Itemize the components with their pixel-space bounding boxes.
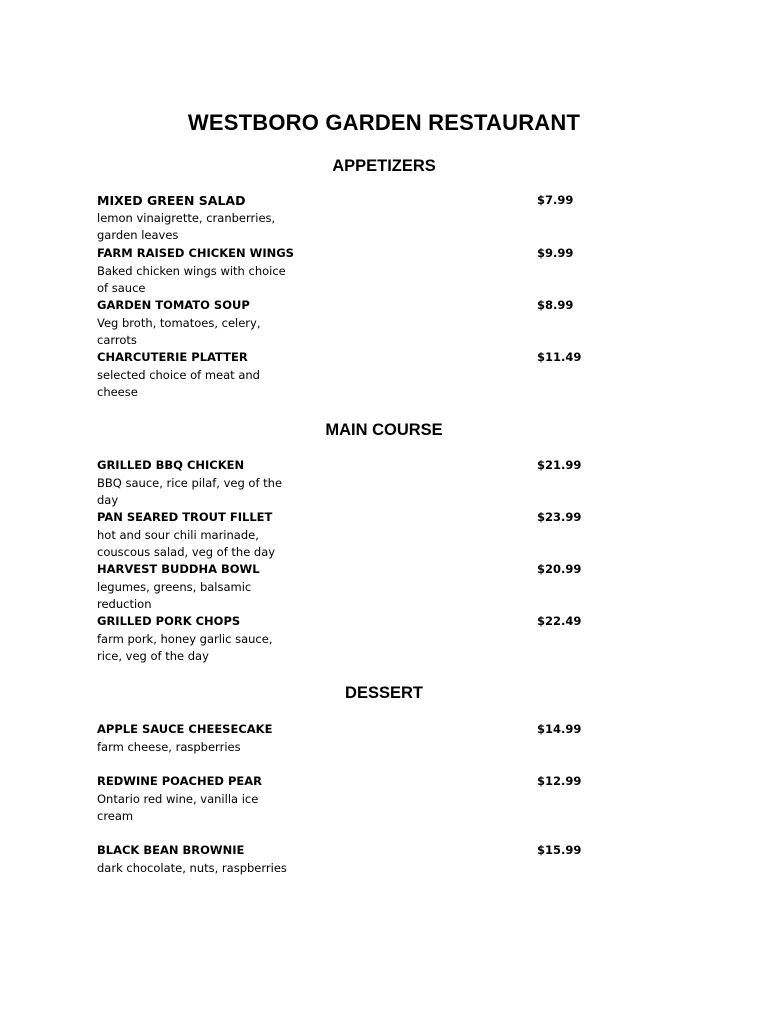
item-description: Veg broth, tomatoes, celery, carrots bbox=[97, 315, 261, 347]
item-name: GRILLED PORK CHOPS bbox=[97, 614, 241, 628]
item-name: MIXED GREEN SALAD bbox=[97, 193, 246, 208]
menu-item bbox=[97, 721, 597, 756]
menu-item bbox=[97, 192, 597, 245]
menu-item bbox=[97, 509, 597, 562]
item-name: BLACK BEAN BROWNIE bbox=[97, 843, 245, 857]
item-description: Baked chicken wings with choice of sauce bbox=[97, 263, 286, 295]
item-price: $14.99 bbox=[537, 722, 582, 736]
item-name: FARM RAISED CHICKEN WINGS bbox=[97, 246, 294, 260]
item-name: APPLE SAUCE CHEESECAKE bbox=[97, 722, 273, 736]
item-description: legumes, greens, balsamic reduction bbox=[97, 579, 252, 611]
item-description: hot and sour chili marinade, couscous salad, veg of the day bbox=[97, 527, 276, 559]
item-name: HARVEST BUDDHA BOWL bbox=[97, 562, 260, 576]
menu-item bbox=[97, 561, 597, 614]
item-price: $22.49 bbox=[537, 614, 582, 628]
item-price: $15.99 bbox=[537, 843, 582, 857]
restaurant-title: WESTBORO GARDEN RESTAURANT bbox=[187, 110, 581, 135]
menu-item bbox=[97, 842, 597, 877]
item-description: lemon vinaigrette, cranberries, garden leaves bbox=[97, 210, 276, 242]
item-description: selected choice of meat and cheese bbox=[97, 367, 260, 399]
item-name: REDWINE POACHED PEAR bbox=[97, 774, 263, 788]
menu-item bbox=[97, 349, 597, 402]
item-price: $9.99 bbox=[537, 246, 574, 260]
menu-item bbox=[97, 457, 597, 510]
menu-item bbox=[97, 613, 597, 666]
item-name: CHARCUTERIE PLATTER bbox=[97, 350, 248, 364]
item-description: BBQ sauce, rice pilaf, veg of the day bbox=[97, 475, 283, 507]
section-heading-dessert: DESSERT bbox=[345, 684, 423, 702]
item-price: $7.99 bbox=[537, 193, 574, 207]
section-heading-main-course: MAIN COURSE bbox=[325, 421, 443, 439]
section-heading-appetizers: APPETIZERS bbox=[332, 157, 436, 175]
item-price: $8.99 bbox=[537, 298, 574, 312]
item-description: dark chocolate, nuts, raspberries bbox=[97, 860, 287, 875]
menu-item bbox=[97, 297, 597, 350]
item-description: Ontario red wine, vanilla ice cream bbox=[97, 791, 259, 823]
item-name: PAN SEARED TROUT FILLET bbox=[97, 510, 273, 524]
menu-item bbox=[97, 245, 597, 298]
item-price: $12.99 bbox=[537, 774, 582, 788]
item-name: GARDEN TOMATO SOUP bbox=[97, 298, 250, 312]
item-name: GRILLED BBQ CHICKEN bbox=[97, 458, 245, 472]
item-description: farm pork, honey garlic sauce, rice, veg of the day bbox=[97, 631, 273, 663]
menu-item bbox=[97, 773, 597, 826]
item-price: $20.99 bbox=[537, 562, 582, 576]
item-description: farm cheese, raspberries bbox=[97, 739, 241, 754]
item-price: $11.49 bbox=[537, 350, 582, 364]
item-price: $21.99 bbox=[537, 458, 582, 472]
item-price: $23.99 bbox=[537, 510, 582, 524]
